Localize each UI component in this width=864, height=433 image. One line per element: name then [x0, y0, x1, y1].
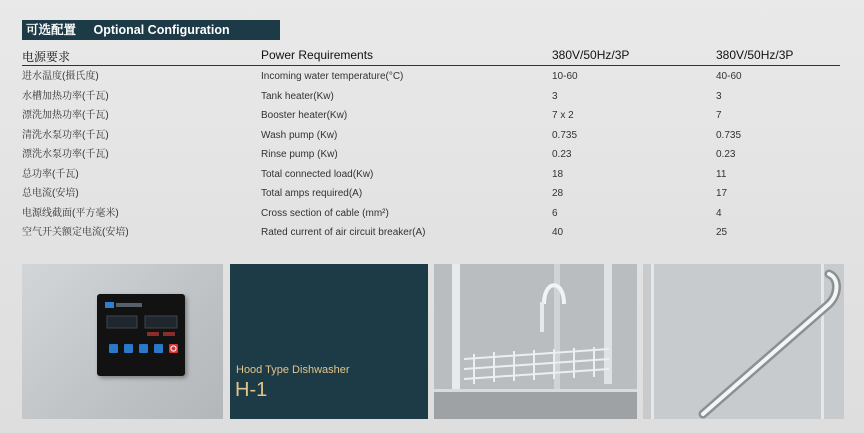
row-label-cn: 漂洗加热功率(千瓦)	[22, 110, 109, 121]
row-label-en: Rinse pump (Kw)	[261, 149, 338, 160]
row-label-en: Tank heater(Kw)	[261, 90, 334, 102]
product-title-panel	[230, 264, 428, 419]
row-label-cn: 清洗水泵功率(千瓦)	[22, 129, 109, 141]
row-label-cn: 电源线截面(平方毫米)	[22, 207, 119, 219]
control-panel-graphic	[97, 294, 185, 376]
table-row	[22, 129, 840, 149]
column-header-cn: 电源要求	[22, 50, 71, 64]
column-header-model-a: 380V/50Hz/3P	[552, 48, 630, 62]
control-panel	[97, 294, 185, 376]
dish-rack-photo	[434, 264, 637, 419]
row-value-b: 0.23	[716, 149, 736, 160]
row-label-en: Total connected load(Kw)	[261, 168, 374, 180]
row-value-b: 7	[716, 110, 722, 121]
row-value-b: 25	[716, 227, 728, 238]
row-value-b: 11	[716, 168, 727, 180]
row-value-a: 10-60	[552, 71, 578, 82]
row-label-cn: 进水温度(摄氏度)	[22, 71, 99, 82]
row-value-a: 6	[552, 207, 558, 219]
hood-handle-photo	[643, 264, 844, 419]
product-photo-strip	[0, 264, 864, 433]
row-value-b: 17	[716, 188, 728, 199]
table-row	[22, 226, 840, 246]
table-row	[22, 90, 840, 110]
row-label-en: Total amps required(A)	[261, 188, 363, 199]
product-model: H-1	[235, 379, 268, 401]
product-type: Hood Type Dishwasher	[236, 364, 350, 376]
table-row	[22, 70, 840, 90]
row-label-cn: 漂洗水泵功率(千瓦)	[22, 149, 109, 160]
dish-rack-graphic	[434, 264, 637, 419]
section-title-en: Optional Configuration	[93, 23, 230, 37]
row-value-a: 40	[552, 227, 564, 238]
hood-handle-graphic	[643, 264, 844, 419]
table-row	[22, 148, 840, 168]
row-value-a: 3	[552, 90, 558, 102]
row-value-b: 4	[716, 207, 722, 219]
column-header-model-b: 380V/50Hz/3P	[716, 48, 794, 62]
table-row	[22, 168, 840, 188]
row-label-cn: 水槽加热功率(千瓦)	[22, 90, 109, 102]
control-panel-photo	[22, 264, 223, 419]
row-label-cn: 空气开关额定电流(安培)	[22, 227, 129, 238]
row-label-cn: 总功率(千瓦)	[22, 168, 79, 180]
column-header-en: Power Requirements	[261, 48, 374, 62]
row-label-en: Wash pump (Kw)	[261, 129, 338, 141]
row-value-b: 0.735	[716, 129, 742, 141]
row-value-a: 0.23	[552, 149, 572, 160]
table-row	[22, 187, 840, 207]
row-label-en: Incoming water temperature(°C)	[261, 71, 404, 82]
row-value-a: 7 x 2	[552, 110, 574, 121]
row-value-b: 3	[716, 90, 722, 102]
row-value-b: 40-60	[716, 71, 742, 82]
row-label-cn: 总电流(安培)	[22, 188, 79, 199]
row-value-a: 0.735	[552, 129, 578, 141]
table-row	[22, 207, 840, 227]
row-label-en: Cross section of cable (mm²)	[261, 207, 389, 219]
table-row	[22, 109, 840, 129]
row-label-en: Rated current of air circuit breaker(A)	[261, 227, 426, 238]
section-header	[22, 20, 280, 40]
row-value-a: 28	[552, 188, 564, 199]
row-value-a: 18	[552, 168, 564, 180]
row-label-en: Booster heater(Kw)	[261, 110, 348, 121]
spec-table-body	[22, 70, 840, 246]
section-title-cn: 可选配置	[26, 23, 77, 37]
spec-table-header	[22, 48, 840, 66]
